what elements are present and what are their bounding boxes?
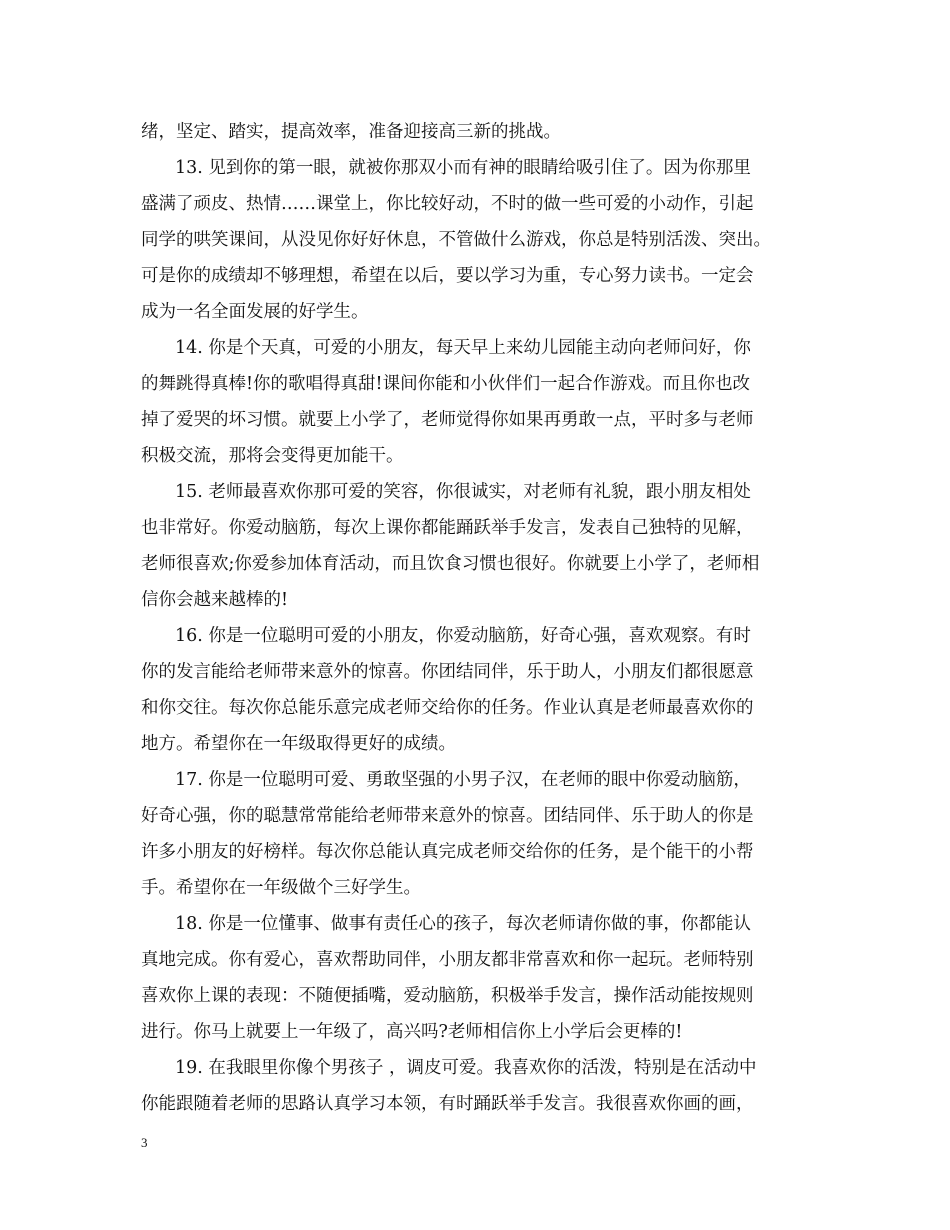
text-line: 地方。希望你在一年级取得更好的成绩。: [141, 734, 456, 754]
text-line: 许多小朋友的好榜样。每次你总能认真完成老师交给你的任务，是个能干的小帮: [141, 842, 754, 862]
text-line: 掉了爱哭的坏习惯。就要上小学了，老师觉得你如果再勇敢一点，平时多与老师: [141, 410, 754, 430]
text-line: 也非常好。你爱动脑筋，每次上课你都能踊跃举手发言，发表自己独特的见解，: [141, 518, 754, 538]
text-line: 好奇心强，你的聪慧常常能给老师带来意外的惊喜。团结同伴、乐于助人的你是: [141, 806, 754, 826]
text-line: 和你交往。每次你总能乐意完成老师交给你的任务。作业认真是老师最喜欢你的: [141, 698, 754, 718]
text-line: 你能跟随着老师的思路认真学习本领，有时踊跃举手发言。我很喜欢你画的画，: [141, 1094, 754, 1114]
text-line: 17. 你是一位聪明可爱、勇敢坚强的小男子汉，在老师的眼中你爱动脑筋，: [175, 770, 751, 790]
text-line: 15. 老师最喜欢你那可爱的笑容，你很诚实，对老师有礼貌，跟小朋友相处: [175, 482, 751, 502]
text-line: 成为一名全面发展的好学生。: [141, 302, 369, 322]
page-number: 3: [141, 1135, 148, 1150]
text-line: 信你会越来越棒的!: [141, 590, 289, 610]
text-line: 19. 在我眼里你像个男孩子 ，调皮可爱。我喜欢你的活泼，特别是在活动中: [175, 1058, 757, 1078]
text-line: 你的发言能给老师带来意外的惊喜。你团结同伴，乐于助人，小朋友们都很愿意: [141, 662, 754, 682]
text-line: 同学的哄笑课间，从没见你好好休息，不管做什么游戏，你总是特别活泼、突出。: [141, 230, 771, 250]
text-line: 可是你的成绩却不够理想，希望在以后，要以学习为重，专心努力读书。一定会: [141, 266, 754, 286]
text-line: 老师很喜欢;你爱参加体育活动，而且饮食习惯也很好。你就要上小学了，老师相: [141, 554, 760, 574]
text-line: 盛满了顽皮、热情……课堂上，你比较好动，不时的做一些可爱的小动作，引起: [141, 194, 754, 214]
text-line: 14. 你是个天真，可爱的小朋友，每天早上来幼儿园能主动向老师问好，你: [175, 338, 751, 358]
text-line: 真地完成。你有爱心，喜欢帮助同伴，小朋友都非常喜欢和你一起玩。老师特别: [141, 950, 754, 970]
text-line: 18. 你是一位懂事、做事有责任心的孩子，每次老师请你做的事，你都能认: [175, 914, 751, 934]
text-line: 的舞跳得真棒!你的歌唱得真甜!课间你能和小伙伴们一起合作游戏。而且你也改: [141, 374, 751, 394]
text-line: 13. 见到你的第一眼，就被你那双小而有神的眼睛给吸引住了。因为你那里: [175, 158, 751, 178]
document-body: [141, 114, 831, 1122]
text-line: 进行。你马上就要上一年级了，高兴吗?老师相信你上小学后会更棒的!: [141, 1022, 683, 1042]
text-line: 积极交流，那将会变得更加能干。: [141, 446, 404, 466]
text-line: 绪，坚定、踏实，提高效率，准备迎接高三新的挑战。: [141, 122, 561, 142]
text-line: 喜欢你上课的表现：不随便插嘴，爱动脑筋，积极举手发言，操作活动能按规则: [141, 986, 754, 1006]
text-line: 16. 你是一位聪明可爱的小朋友，你爱动脑筋，好奇心强，喜欢观察。有时: [175, 626, 751, 646]
text-line: 手。希望你在一年级做个三好学生。: [141, 878, 421, 898]
